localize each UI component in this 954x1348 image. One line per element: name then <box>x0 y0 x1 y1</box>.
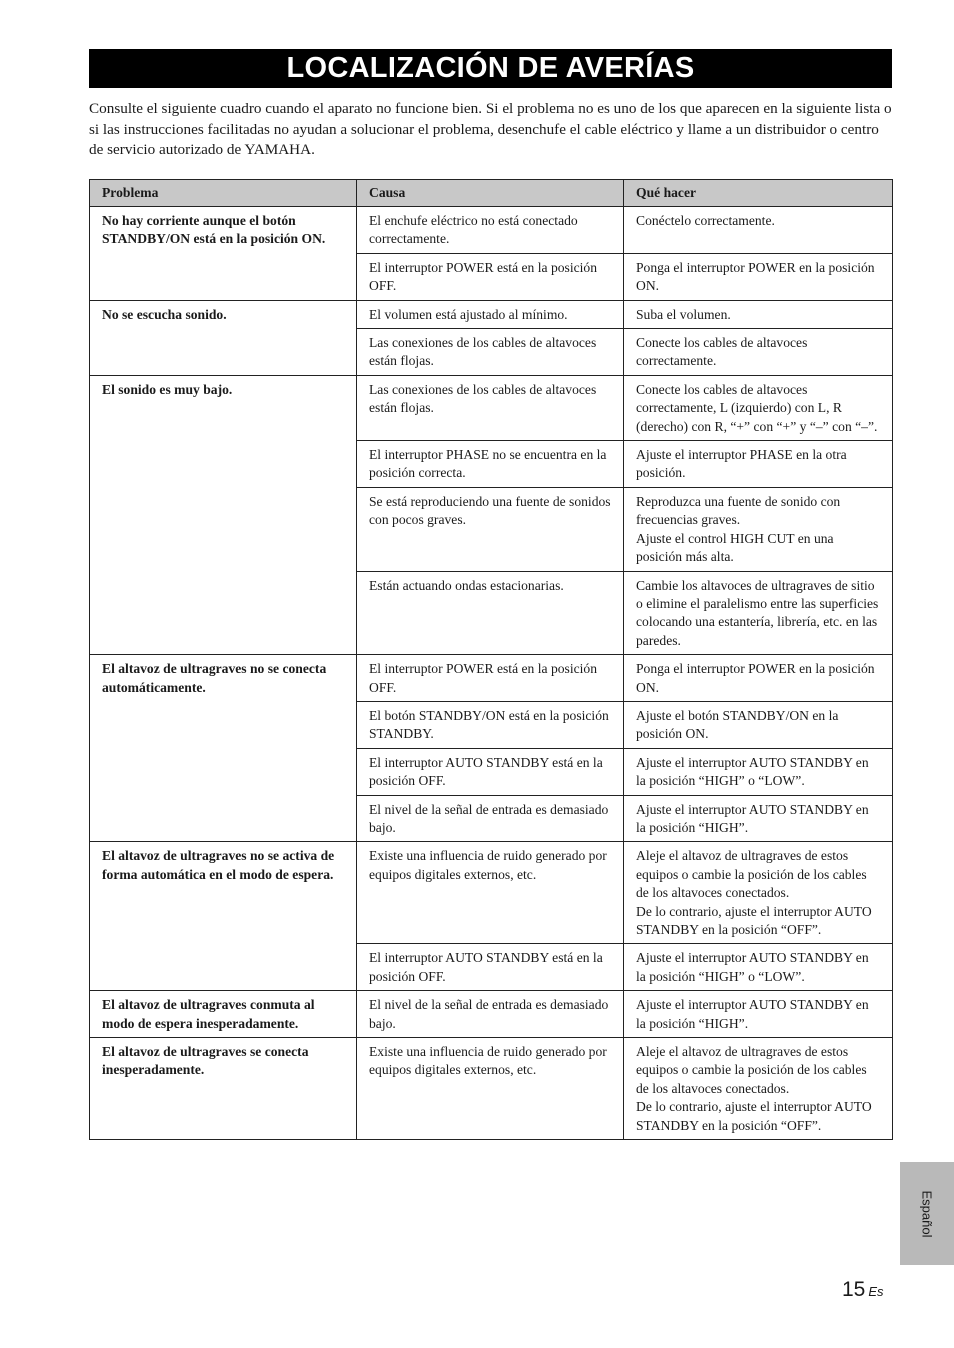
cause-cell: Existe una influencia de ruido generado por equipos digitales externos, etc. <box>357 842 624 944</box>
cause-cell: El enchufe eléctrico no está conectado correctamente. <box>357 207 624 254</box>
action-cell: Cambie los altavoces de ultragraves de sitio o elimine el paralelismo entre las superficies colocando una estantería, librería, etc. en las paredes. <box>624 571 893 655</box>
problem-cell: El sonido es muy bajo. <box>90 375 357 654</box>
cause-cell: El volumen está ajustado al mínimo. <box>357 300 624 328</box>
language-tab <box>900 1162 954 1265</box>
cause-cell: El nivel de la señal de entrada es demasiado bajo. <box>357 991 624 1038</box>
problem-cell: El altavoz de ultragraves conmuta al modo de espera inesperadamente. <box>90 991 357 1038</box>
cause-cell: Están actuando ondas estacionarias. <box>357 571 624 655</box>
cause-cell: El botón STANDBY/ON está en la posición STANDBY. <box>357 701 624 748</box>
table-row <box>90 991 893 1038</box>
header-problema: Problema <box>90 180 357 207</box>
action-cell: Ajuste el botón STANDBY/ON en la posición ON. <box>624 701 893 748</box>
page-number-suffix: Es <box>868 1284 884 1299</box>
cause-cell: El interruptor POWER está en la posición OFF. <box>357 253 624 300</box>
action-cell: Ajuste el interruptor AUTO STANDBY en la posición “HIGH” o “LOW”. <box>624 748 893 795</box>
header-causa: Causa <box>357 180 624 207</box>
header-que-hacer: Qué hacer <box>624 180 893 207</box>
problem-cell: El altavoz de ultragraves no se conecta automáticamente. <box>90 655 357 842</box>
problem-cell: No se escucha sonido. <box>90 300 357 375</box>
action-cell: Aleje el altavoz de ultragraves de estos equipos o cambie la posición de los cables de los altavoces conectados. De lo contrario, ajuste el interruptor AUTO STANDBY en la posición “OFF”. <box>624 842 893 944</box>
table-row <box>90 655 893 702</box>
action-cell: Ajuste el interruptor AUTO STANDBY en la posición “HIGH”. <box>624 991 893 1038</box>
action-cell: Ponga el interruptor POWER en la posición ON. <box>624 253 893 300</box>
problem-cell: El altavoz de ultragraves no se activa de forma automática en el modo de espera. <box>90 842 357 991</box>
page-number-value: 15 <box>842 1278 866 1301</box>
page-title: LOCALIZACIÓN DE AVERÍAS <box>89 49 892 88</box>
action-cell: Conéctelo correctamente. <box>624 207 893 254</box>
troubleshooting-table <box>89 179 893 1140</box>
action-cell: Aleje el altavoz de ultragraves de estos equipos o cambie la posición de los cables de los altavoces conectados. De lo contrario, ajuste el interruptor AUTO STANDBY en la posición “OFF”. <box>624 1038 893 1140</box>
intro-paragraph: Consulte el siguiente cuadro cuando el aparato no funcione bien. Si el problema no es uno de los que aparecen en la siguiente lista o si las instrucciones facilitadas no ayudan a solucionar el problema, desenchufe el cable eléctrico y llame a un distribuidor o centro de servicio autorizado de YAMAHA. <box>89 100 892 159</box>
table-row <box>90 1038 893 1140</box>
action-cell: Conecte los cables de altavoces correctamente, L (izquierdo) con L, R (derecho) con R, “+” con “+” y “–” con “–”. <box>624 375 893 440</box>
table-body <box>90 207 893 1140</box>
action-cell: Suba el volumen. <box>624 300 893 328</box>
table-row <box>90 207 893 254</box>
problem-cell: No hay corriente aunque el botón STANDBY/ON está en la posición ON. <box>90 207 357 301</box>
page-number <box>842 1278 884 1302</box>
language-tab-label: Español <box>919 1190 935 1237</box>
action-cell: Ajuste el interruptor AUTO STANDBY en la posición “HIGH”. <box>624 795 893 842</box>
action-cell: Ajuste el interruptor AUTO STANDBY en la posición “HIGH” o “LOW”. <box>624 944 893 991</box>
action-cell: Conecte los cables de altavoces correctamente. <box>624 329 893 376</box>
cause-cell: El interruptor PHASE no se encuentra en la posición correcta. <box>357 441 624 488</box>
table-row <box>90 842 893 944</box>
cause-cell: El nivel de la señal de entrada es demasiado bajo. <box>357 795 624 842</box>
table-row <box>90 300 893 328</box>
cause-cell: Se está reproduciendo una fuente de sonidos con pocos graves. <box>357 487 624 571</box>
action-cell: Reproduzca una fuente de sonido con frecuencias graves. Ajuste el control HIGH CUT en una posición más alta. <box>624 487 893 571</box>
cause-cell: Las conexiones de los cables de altavoces están flojas. <box>357 375 624 440</box>
cause-cell: El interruptor AUTO STANDBY está en la posición OFF. <box>357 944 624 991</box>
table-header-row <box>90 180 893 207</box>
cause-cell: Las conexiones de los cables de altavoces están flojas. <box>357 329 624 376</box>
problem-cell: El altavoz de ultragraves se conecta inesperadamente. <box>90 1038 357 1140</box>
cause-cell: Existe una influencia de ruido generado por equipos digitales externos, etc. <box>357 1038 624 1140</box>
action-cell: Ajuste el interruptor PHASE en la otra posición. <box>624 441 893 488</box>
cause-cell: El interruptor POWER está en la posición OFF. <box>357 655 624 702</box>
action-cell: Ponga el interruptor POWER en la posición ON. <box>624 655 893 702</box>
cause-cell: El interruptor AUTO STANDBY está en la posición OFF. <box>357 748 624 795</box>
table-row <box>90 375 893 440</box>
